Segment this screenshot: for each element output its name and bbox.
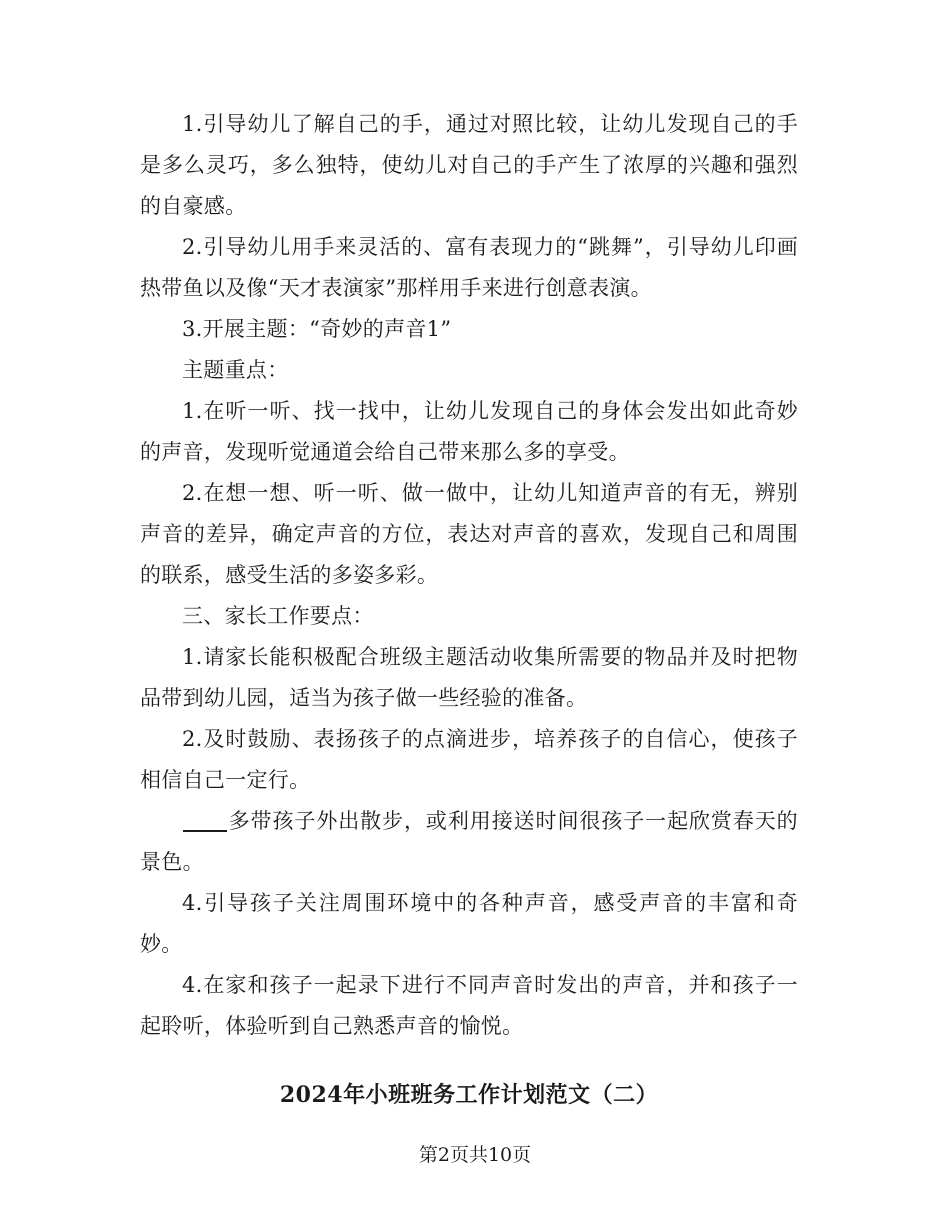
paragraph-parent-encourage: 2.及时鼓励、表扬孩子的点滴进步，培养孩子的自信心，使孩子相信自己一定行。 [140, 727, 798, 792]
paragraph-parent-collect-items: 1.请家长能积极配合班级主题活动收集所需要的物品并及时把物品带到幼儿园，适当为孩子做一些经验的准备。 [140, 645, 798, 710]
paragraph-outdoor-walk-text: 多带孩子外出散步，或利用接送时间很孩子一起欣赏春天的景色。 [140, 809, 798, 874]
document-body [140, 104, 798, 1047]
section-title: 2024年小班班务工作计划范文（二） [279, 1082, 659, 1108]
paragraph-environment-sounds: 4.引导孩子关注周围环境中的各种声音，感受声音的丰富和奇妙。 [140, 891, 798, 956]
paragraph-parent-work-heading: 三、家长工作要点： [182, 604, 374, 628]
paragraph-listen-find: 1.在听一听、找一找中，让幼儿发现自己的身体会发出如此奇妙的声音，发现听觉通道会给自己带来那么多的享受。 [140, 399, 798, 464]
paragraph-record-sounds: 4.在家和孩子一起录下进行不同声音时发出的声音，并和孩子一起聆听，体验听到自己熟悉声音的愉悦。 [140, 973, 798, 1038]
page-footer: 第2页共10页 [418, 1144, 532, 1166]
fill-in-blank [183, 830, 227, 832]
paragraph-outdoor-walk [140, 801, 798, 883]
paragraph-hand-dance: 2.引导幼儿用手来灵活的、富有表现力的“跳舞”，引导幼儿印画热带鱼以及像“天才表演家”那样用手来进行创意表演。 [140, 235, 798, 300]
paragraph-hand-awareness: 1.引导幼儿了解自己的手，通过对照比较，让幼儿发现自己的手是多么灵巧，多么独特，使幼儿对自己的手产生了浓厚的兴趣和强烈的自豪感。 [140, 112, 798, 218]
paragraph-theme-focus-heading: 主题重点： [182, 358, 289, 382]
paragraph-think-listen-do: 2.在想一想、听一听、做一做中，让幼儿知道声音的有无，辨别声音的差异，确定声音的方位，表达对声音的喜欢，发现自己和周围的联系，感受生活的多姿多彩。 [140, 481, 798, 587]
paragraph-theme-sound: 3.开展主题：“奇妙的声音1” [182, 317, 452, 341]
